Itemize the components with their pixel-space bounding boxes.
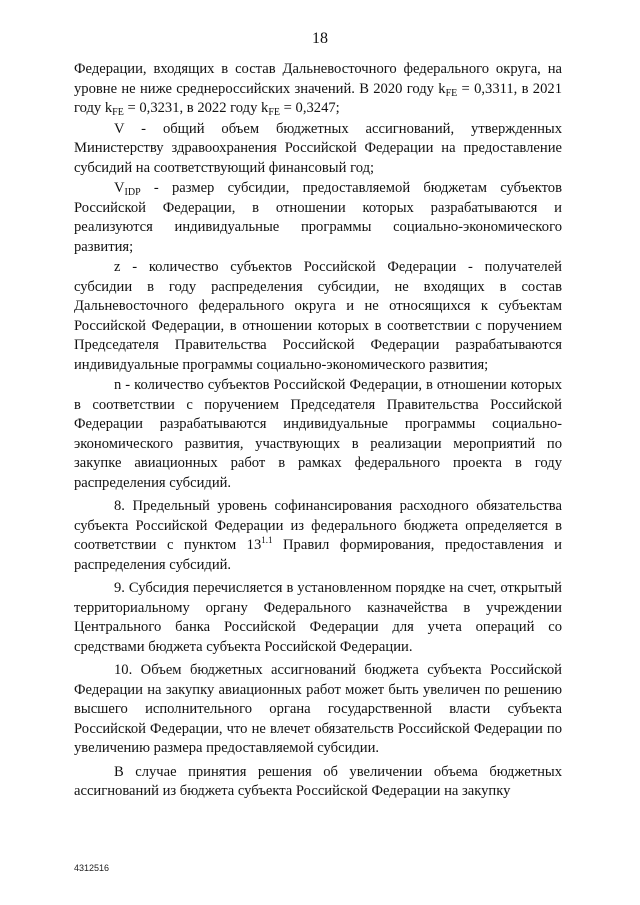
paragraph-text: Правил формирования, предоставления и распределения субсидий. bbox=[74, 537, 562, 573]
paragraph-text: = 0,3247; bbox=[280, 100, 340, 116]
paragraph-z-definition: z - количество субъектов Российской Федерации - получателей субсидии в году распределения субсидии, не входящих в состав Дальневосточного федерального округа и не относящихся к субъектам Российской Федерации, в отношении которых в соответствии с поручением Председателя Правительства Российской Федерации разрабатываются индивидуальные программы социально-экономического развития; bbox=[74, 259, 562, 373]
paragraph-text: Федерации, входящих в состав Дальневосточного федерального округа, на уровне не ниже среднероссийских значений. В 2020 году k bbox=[74, 61, 562, 97]
document-code: 4312516 bbox=[74, 863, 110, 873]
paragraph-item-10: 10. Объем бюджетных ассигнований бюджета субъекта Российской Федерации на закупку авиационных работ может быть увеличен по решению высшего исполнительного органа государственной власти субъекта Российской Федерации, что не влечет обязательств Российской Федерации по увеличению размера предоставляемой субсидии. bbox=[74, 662, 562, 756]
subscript-fe: FE bbox=[445, 87, 458, 99]
paragraph-fe-coefficient bbox=[74, 60, 562, 119]
paragraph-item-9: 9. Субсидия перечисляется в установленном порядке на счет, открытый территориальному органу Федерального казначейства в учреждении Центрального банка Российской Федерации для учета операций со средствами бюджета субъекта Российской Федерации. bbox=[74, 580, 562, 655]
paragraph-v-definition: V - общий объем бюджетных ассигнований, утвержденных Министерству здравоохранения Российской Федерации на предоставление субсидий на соответствующий финансовый год; bbox=[74, 120, 562, 176]
paragraph-item-8 bbox=[74, 497, 562, 575]
variable-v: V bbox=[114, 180, 125, 196]
paragraph-text: = 0,3311, в 2021 году k bbox=[74, 80, 562, 116]
paragraph-text: 8. Предельный уровень софинансирования расходного обязательства субъекта Российской Федерации из федерального бюджета определяется в соответствии с пунктом 13 bbox=[74, 498, 562, 553]
document-body bbox=[74, 60, 562, 802]
paragraph-text: - размер субсидии, предоставляемой бюджетам субъектов Российской Федерации, в отношении которых разрабатываются и реализуются индивидуальные программы социально-экономического развития; bbox=[74, 180, 562, 255]
subscript-fe: FE bbox=[112, 107, 124, 118]
page-number: 18 bbox=[312, 30, 328, 47]
paragraph-vidp-definition bbox=[74, 179, 562, 257]
paragraph-n-definition: n - количество субъектов Российской Федерации, в отношении которых в соответствии с поручением Председателя Правительства Российской Федерации разрабатываются индивидуальные программы социально-экономического развития, участвующих в реализации мероприятий по закупке авиационных работ в рамках федерального проекта в году распределения субсидий. bbox=[74, 377, 562, 491]
paragraph-text: = 0,3231, в 2022 году k bbox=[123, 100, 269, 116]
subscript-fe: FE bbox=[268, 107, 281, 118]
superscript-clause: 1.1 bbox=[261, 535, 273, 545]
paragraph-decision: В случае принятия решения об увеличении объема бюджетных ассигнований из бюджета субъекта Российской Федерации на закупку bbox=[74, 763, 562, 799]
subscript-idp: IDP bbox=[124, 187, 141, 198]
